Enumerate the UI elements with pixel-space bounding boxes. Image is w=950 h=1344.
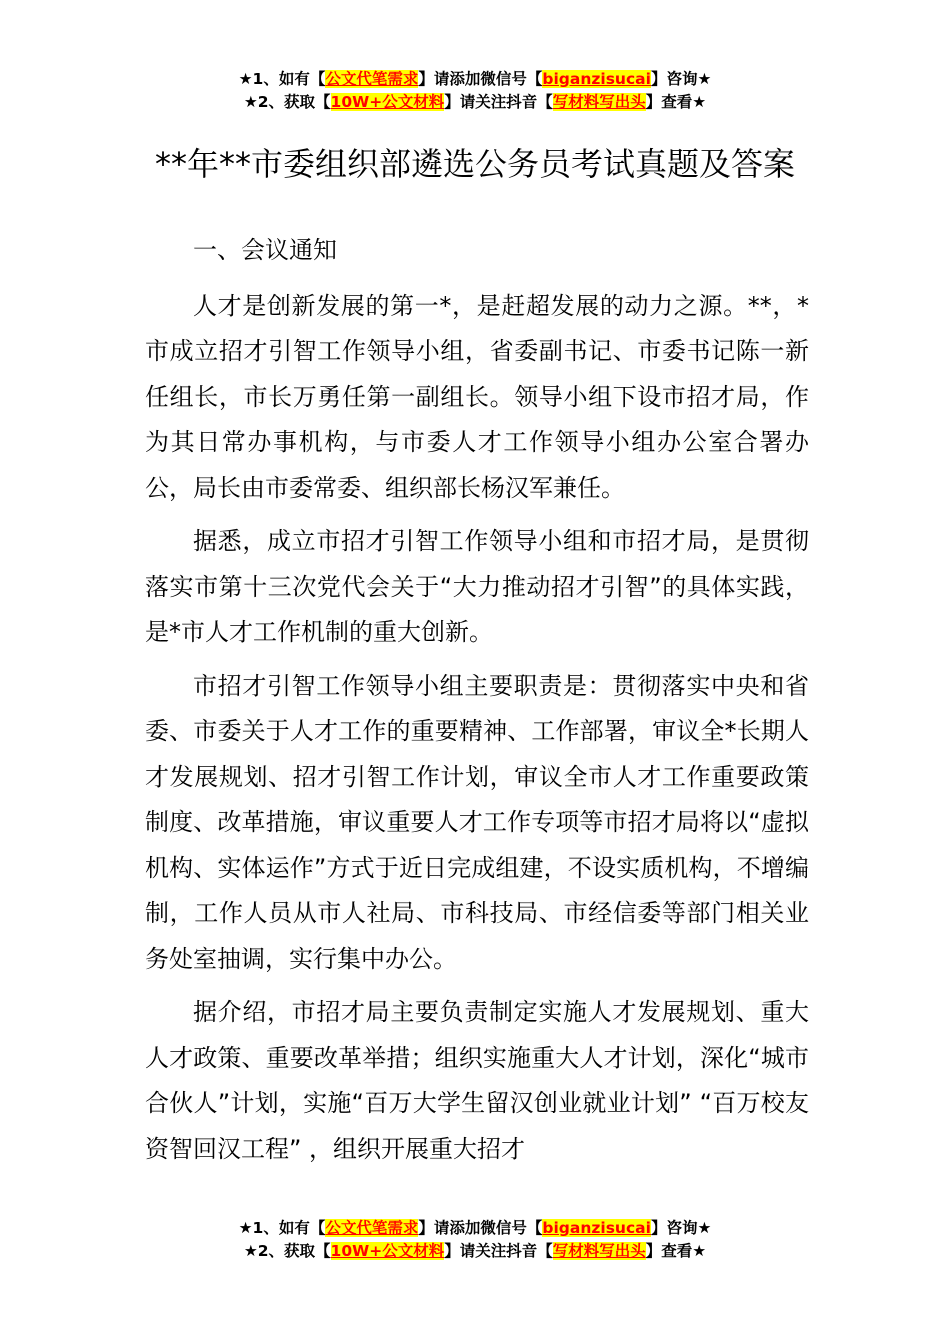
promo-line-2 — [0, 91, 950, 114]
promo-highlight-wechat-id: biganzisucai — [542, 1219, 651, 1237]
document-body — [145, 228, 809, 1180]
promo-line-1 — [0, 1217, 950, 1240]
promo-line-1-post: 】咨询★ — [650, 70, 712, 88]
paragraph: 人才是创新发展的第一*，是赶超发展的动力之源。**，*市成立招才引智工作领导小组，省委副书记、市委书记陈一新任组长，市长万勇任第一副组长。领导小组下设市招才局，作为其日常办事机构，与市委人才工作领导小组办公室合署办公，局长由市委常委、组织部长杨汉军兼任。 — [145, 291, 809, 502]
section-heading: 一、会议通知 — [193, 236, 337, 264]
promo-banner-top — [0, 68, 950, 114]
promo-line-2-mid: 】请关注抖音【 — [444, 93, 553, 111]
promo-line-2-mid: 】请关注抖音【 — [444, 1242, 553, 1260]
paragraph: 据介绍，市招才局主要负责制定实施人才发展规划、重大人才政策、重要改革举措；组织实施重大人才计划，深化“城市合伙人”计划，实施“百万大学生留汉创业就业计划” “百万校友资智回汉工程” ，组织开展重大招才 — [145, 998, 809, 1163]
promo-banner-bottom — [0, 1217, 950, 1263]
promo-line-1 — [0, 68, 950, 91]
promo-line-1-post: 】咨询★ — [650, 1219, 712, 1237]
document-title: **年**市委组织部遴选公务员考试真题及答案 — [154, 145, 795, 184]
promo-line-1-pre: ★1、如有【 — [238, 1219, 326, 1237]
promo-line-2-post: 】查看★ — [645, 93, 707, 111]
promo-line-1-pre: ★1、如有【 — [238, 70, 326, 88]
promo-highlight-douyin: 写材料写出头 — [552, 1242, 646, 1260]
promo-line-1-mid: 】请添加微信号【 — [418, 70, 543, 88]
promo-highlight-materials: 10W+公文材料 — [330, 1242, 445, 1260]
promo-highlight-materials: 10W+公文材料 — [330, 93, 445, 111]
promo-highlight-douyin: 写材料写出头 — [552, 93, 646, 111]
promo-line-2-pre: ★2、获取【 — [243, 93, 331, 111]
promo-highlight-wechat-id: biganzisucai — [542, 70, 651, 88]
promo-line-2 — [0, 1240, 950, 1263]
promo-line-1-mid: 】请添加微信号【 — [418, 1219, 543, 1237]
promo-line-2-pre: ★2、获取【 — [243, 1242, 331, 1260]
paragraph: 据悉，成立市招才引智工作领导小组和市招才局，是贯彻落实市第十三次党代会关于“大力推动招才引智”的具体实践，是*市人才工作机制的重大创新。 — [145, 527, 809, 646]
promo-line-2-post: 】查看★ — [645, 1242, 707, 1260]
paragraph: 市招才引智工作领导小组主要职责是：贯彻落实中央和省委、市委关于人才工作的重要精神、工作部署，审议全*长期人才发展规划、招才引智工作计划，审议全市人才工作重要政策制度、改革措施，审议重要人才工作专项等市招才局将以“虚拟机构、实体运作”方式于近日完成组建，不设实质机构，不增编制，工作人员从市人社局、市科技局、市经信委等部门相关业务处室抽调，实行集中办公。 — [145, 671, 809, 973]
promo-highlight-service: 公文代笔需求 — [325, 1219, 419, 1237]
promo-highlight-service: 公文代笔需求 — [325, 70, 419, 88]
